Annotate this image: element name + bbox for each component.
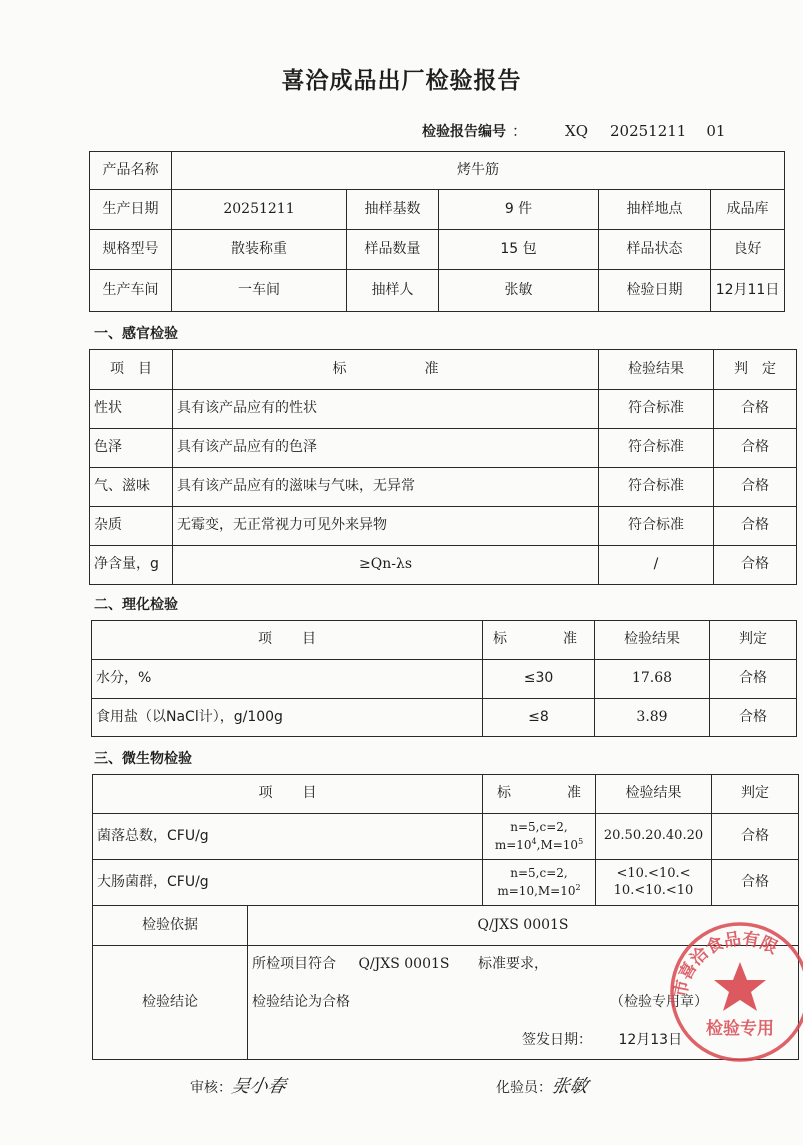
tester-label: 化验员：: [496, 1080, 552, 1096]
inspect-date-label: 检验日期: [599, 270, 711, 312]
table-row: [92, 660, 797, 699]
sample-qty-label: 样品数量: [347, 230, 439, 270]
sensory-judge: 合格: [714, 390, 797, 429]
physchem-result: 17.68: [595, 660, 710, 699]
sampler-value: 张敏: [439, 270, 599, 312]
reviewer-signature: [190, 1072, 286, 1098]
report-number-prefix: XQ: [565, 122, 588, 140]
sample-state-label: 样品状态: [599, 230, 711, 270]
micro-judge: 合格: [712, 860, 799, 906]
sensory-result: 符合标准: [599, 507, 714, 546]
sampler-label: 抽样人: [347, 270, 439, 312]
section-sensory: 一、感官检验: [94, 326, 178, 342]
report-number-date: 20251211: [610, 122, 687, 140]
sensory-judge: 合格: [714, 429, 797, 468]
sensory-header-result: 检验结果: [599, 350, 714, 390]
micro-header-standard: 标 准: [483, 775, 596, 814]
section-physchem: 二、理化检验: [94, 597, 178, 613]
sensory-standard: ≥Qn-λs: [173, 546, 599, 585]
sample-place-value: 成品库: [711, 190, 785, 230]
sample-place-label: 抽样地点: [599, 190, 711, 230]
tester-name: 张敏: [549, 1076, 590, 1097]
sensory-judge: 合格: [714, 546, 797, 585]
physchem-header-item: 项 目: [92, 621, 483, 660]
sample-state-value: 良好: [711, 230, 785, 270]
seal-text-bottom: 检验专用: [706, 1019, 774, 1039]
physchem-header-result: 检验结果: [595, 621, 710, 660]
sensory-header-item: 项 目: [90, 350, 173, 390]
physchem-item: 食用盐（以NaCl计），g/100g: [92, 699, 483, 737]
sensory-result: /: [599, 546, 714, 585]
micro-header-item: 项 目: [93, 775, 483, 814]
sample-qty-value: 15 包: [439, 230, 599, 270]
micro-result: <10.<10.< 10.<10.<10: [596, 860, 712, 906]
workshop-value: 一车间: [172, 270, 347, 312]
prod-date-value: 20251211: [172, 190, 347, 230]
physchem-table: [91, 620, 797, 737]
issue-date-value: 12月13日: [618, 1032, 683, 1048]
report-number: [422, 120, 725, 141]
report-title: 喜洽成品出厂检验报告: [281, 68, 522, 94]
report-number-colon: ：: [512, 122, 528, 140]
conclusion-text-2: 检验结论为合格: [252, 994, 350, 1010]
sensory-standard: 具有该产品应有的性状: [173, 390, 599, 429]
report-number-label: 检验报告编号: [422, 124, 506, 140]
sensory-item: 气、滋味: [90, 468, 173, 507]
basis-label: 检验依据: [93, 906, 248, 946]
basis-value: Q/JXS 0001S: [248, 906, 799, 946]
physchem-standard: ≤8: [483, 699, 595, 737]
micro-header-result: 检验结果: [596, 775, 712, 814]
micro-standard: n=5,c=2, $m=10^4,M=10^5$: [483, 814, 596, 860]
micro-standard: n=5,c=2, $m=10,M=10^2$: [483, 860, 596, 906]
sensory-item: 色泽: [90, 429, 173, 468]
spec-value: 散装称重: [172, 230, 347, 270]
sensory-standard: 无霉变，无正常视力可见外来异物: [173, 507, 599, 546]
sensory-result: 符合标准: [599, 429, 714, 468]
sensory-standard: 具有该产品应有的色泽: [173, 429, 599, 468]
physchem-item: 水分，%: [92, 660, 483, 699]
physchem-judge: 合格: [710, 699, 797, 737]
inspect-date-value: 12月11日: [711, 270, 785, 312]
seal-note: （检验专用章）: [610, 994, 708, 1010]
seal-text-top: 市喜洽食品有限: [670, 929, 781, 999]
section-micro: 三、微生物检验: [94, 751, 192, 767]
conclusion-text-c: 标准要求，: [477, 956, 548, 972]
sensory-table: [89, 349, 797, 585]
physchem-standard: ≤30: [483, 660, 595, 699]
sensory-header-judge: 判 定: [714, 350, 797, 390]
workshop-label: 生产车间: [90, 270, 172, 312]
sensory-standard: 具有该产品应有的滋味与气味，无异常: [173, 468, 599, 507]
micro-header-judge: 判定: [712, 775, 799, 814]
sensory-judge: 合格: [714, 468, 797, 507]
sensory-item: 杂质: [90, 507, 173, 546]
prod-date-label: 生产日期: [90, 190, 172, 230]
table-row: [93, 814, 799, 860]
sensory-item: 净含量，g: [90, 546, 173, 585]
table-row: [93, 860, 799, 906]
spec-label: 规格型号: [90, 230, 172, 270]
inspection-seal: [664, 916, 803, 1066]
tester-signature: [496, 1072, 588, 1098]
sensory-header-standard: 标 准: [173, 350, 599, 390]
table-row: [92, 699, 797, 737]
table-row: [90, 429, 797, 468]
conclusion-text-a: 所检项目符合: [252, 956, 336, 972]
micro-item: 菌落总数，CFU/g: [93, 814, 483, 860]
product-name-value: 烤牛筋: [172, 152, 785, 190]
conclusion-label: 检验结论: [93, 946, 248, 1060]
physchem-header-judge: 判定: [710, 621, 797, 660]
micro-item: 大肠菌群，CFU/g: [93, 860, 483, 906]
sensory-judge: 合格: [714, 507, 797, 546]
reviewer-name: 吴小春: [229, 1076, 288, 1097]
product-info-table: [89, 151, 785, 312]
reviewer-label: 审核：: [190, 1080, 232, 1096]
sensory-result: 符合标准: [599, 468, 714, 507]
table-row: [90, 390, 797, 429]
conclusion-text-b: Q/JXS 0001S: [358, 956, 450, 972]
sensory-item: 性状: [90, 390, 173, 429]
micro-judge: 合格: [712, 814, 799, 860]
issue-date-label: 签发日期：: [522, 1032, 592, 1048]
product-name-label: 产品名称: [90, 152, 172, 190]
seal-star-icon: [714, 962, 766, 1011]
micro-result: 20.50.20.40.20: [596, 814, 712, 860]
physchem-judge: 合格: [710, 660, 797, 699]
table-row: [90, 507, 797, 546]
sample-base-label: 抽样基数: [347, 190, 439, 230]
sample-base-value: 9 件: [439, 190, 599, 230]
physchem-header-standard: 标 准: [483, 621, 595, 660]
sensory-result: 符合标准: [599, 390, 714, 429]
table-row: [90, 546, 797, 585]
table-row: [90, 468, 797, 507]
physchem-result: 3.89: [595, 699, 710, 737]
report-number-seq: 01: [706, 122, 726, 140]
